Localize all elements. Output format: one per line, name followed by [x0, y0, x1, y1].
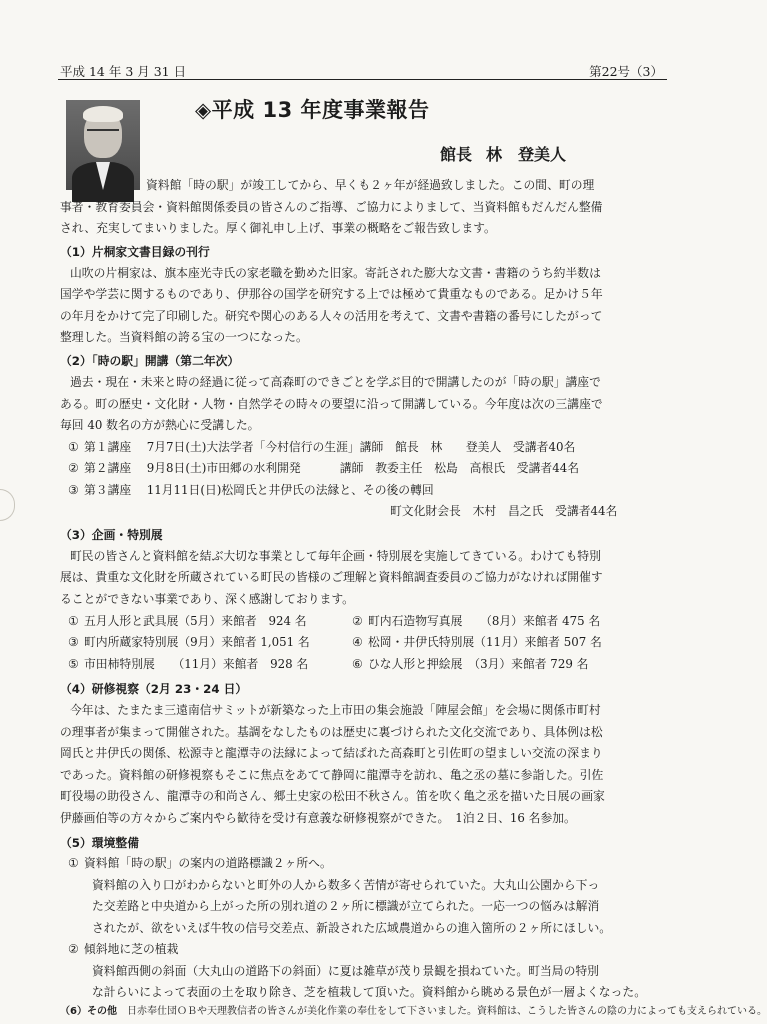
body-line: 国学や学芸に関するものであり、伊那谷の国学を研究する上では極めて貴重なものである。足かけ５年: [60, 287, 603, 301]
lecture-item-cont: 町文化財会長 木村 昌之氏 受講者44名: [390, 504, 618, 518]
body-line: 町役場の助役さん、龍潭寺の和尚さん、郷土史家の松田不秋さん。笛を吹く亀之丞を描いた日展の画家: [60, 789, 605, 803]
body-line: 展は、貴重な文化財を所蔵されている町民の皆様のご理解と資料館調査委員のご協力がなければ開催す: [60, 570, 603, 584]
section-heading: （1）片桐家文書目録の刊行: [60, 245, 210, 259]
author-name: 林 登美人: [486, 145, 567, 164]
env-item: ① 資料館「時の駅」の案内の道路標識２ヶ所へ。: [68, 856, 332, 870]
exhibit-item: ⑥ ひな人形と押絵展 （3月）来館者 729 名: [352, 657, 589, 671]
exhibit-item: ⑤ 市田柿特別展 （11月）来館者 928 名: [68, 657, 309, 671]
author-byline: [440, 142, 580, 165]
author-role: 館長: [440, 145, 473, 164]
body-line: 毎回 40 数名の方が熱心に受講した。: [60, 418, 260, 432]
body-line: 過去・現在・未来と時の経過に従って高森町のできごとを学ぶ目的で開講したのが「時の駅」講座で: [70, 375, 601, 389]
body-line: 山吹の片桐家は、旗本座光寺氏の家老職を勤めた旧家。寄託された膨大な文書・書籍のうち約半数は: [70, 266, 601, 280]
section-heading: （5）環境整備: [60, 836, 139, 850]
lecture-item: ① 第１講座 7月7日(土)大法学者「今村信行の生涯」講師 館長 林 登美人 受講者40名: [68, 440, 576, 454]
other-line: （6）その他 日赤奉仕団ＯＢや天理教信者の皆さんが美化作業の奉仕をして下さいました。資料館は、こうした皆さんの陰の力によっても支えられている。: [60, 1006, 767, 1017]
body-line: 町民の皆さんと資料館を結ぶ大切な事業として毎年企画・特別展を実施してきている。わけても特別: [70, 549, 601, 563]
lecture-item: ② 第２講座 9月8日(土)市田郷の水利開発 講師 教委主任 松島 高根氏 受講者44名: [68, 461, 580, 475]
issue-date: 平成 14 年 3 月 31 日: [60, 64, 187, 79]
body-line: 資料館の入り口がわからないと町外の人から数多く苦情が寄せられていた。大丸山公園から下っ: [92, 878, 600, 892]
page-title: ◈平成 13 年度事業報告: [195, 98, 430, 122]
binder-hole: [0, 489, 15, 521]
intro-line: 事者・教育委員会・資料館関係委員の皆さんのご指導、ご協力によりまして、当資料館もだんだん整備: [60, 200, 603, 214]
section-heading: （2）「時の駅」開講（第二年次）: [60, 354, 240, 368]
body-line: であった。資料館の研修視察もそこに焦点をあてて静岡に龍潭寺を訪れ、亀之丞の墓に参詣した。引佐: [60, 768, 604, 782]
section-heading: （4）研修視察（2月 23・24 日）: [60, 682, 248, 696]
body-line: の理事者が集まって開催された。基調をなしたものは歴史に裏づけられた文化交流であり、具体例は松: [60, 725, 603, 739]
body-line: 資料館西側の斜面（大丸山の道路下の斜面）に夏は雑草が茂り景観を損ねていた。町当局の特別: [92, 964, 599, 978]
section-heading: （3）企画・特別展: [60, 528, 163, 542]
author-portrait: [66, 100, 140, 190]
body-line: 伊藤画伯等の方々からご案内やら歓待を受け有意義な研修視察ができた。 1泊２日、16 名参加。: [60, 811, 576, 825]
intro-line: され、充実してまいりました。厚く御礼申し上げ、事業の概略をご報告致します。: [60, 221, 496, 235]
header-rule: [58, 79, 667, 80]
body-line: の年月をかけて完了印刷した。研究や関心のある人々の活用を考えて、文書や書籍の番号にしたがって: [60, 309, 603, 323]
exhibit-item: ① 五月人形と武具展（5月）来館者 924 名: [68, 614, 307, 628]
body-line: た交差路と中央道から上がった所の別れ道の２ヶ所に標識が立てられた。一応一つの悩みは解消: [92, 899, 600, 913]
body-line: されたが、欲をいえば牛牧の信号交差点、新設された広域農道からの進入箇所の２ヶ所にほしい。: [92, 921, 612, 935]
body-line: ることができない事業であり、深く感謝しております。: [60, 592, 354, 606]
body-line: 整理した。当資料館の誇る宝の一つになった。: [60, 330, 308, 344]
env-item: ② 傾斜地に芝の植栽: [68, 942, 179, 956]
intro-line: 資料館「時の駅」が竣工してから、早くも２ヶ年が経過致しました。この間、町の理: [146, 178, 595, 192]
body-line: ある。町の歴史・文化財・人物・自然学その時々の要望に沿って開講している。今年度は次の三講座で: [60, 397, 603, 411]
issue-number: 第22号（3）: [589, 64, 663, 79]
body-line: 岡氏と井伊氏の関係、松源寺と龍潭寺の法縁によって結ばれた高森町と引佐町の望ましい交流の深まり: [60, 746, 603, 760]
body-line: な計らいによって表面の土を取り除き、芝を植栽して頂いた。資料館から眺める景色が一層よくなった。: [92, 985, 646, 999]
lecture-item: ③ 第３講座 11月11日(日)松岡氏と井伊氏の法縁と、その後の轉回: [68, 483, 434, 497]
exhibit-item: ④ 松岡・井伊氏特別展（11月）来館者 507 名: [352, 635, 602, 649]
exhibit-item: ③ 町内所蔵家特別展（9月）来館者 1,051 名: [68, 635, 310, 649]
exhibit-item: ② 町内石造物写真展 （8月）来館者 475 名: [352, 614, 601, 628]
body-line: 今年は、たまたま三遠南信サミットが新築なった上市田の集会施設「陣屋会館」を会場に関係市町村: [70, 703, 601, 717]
